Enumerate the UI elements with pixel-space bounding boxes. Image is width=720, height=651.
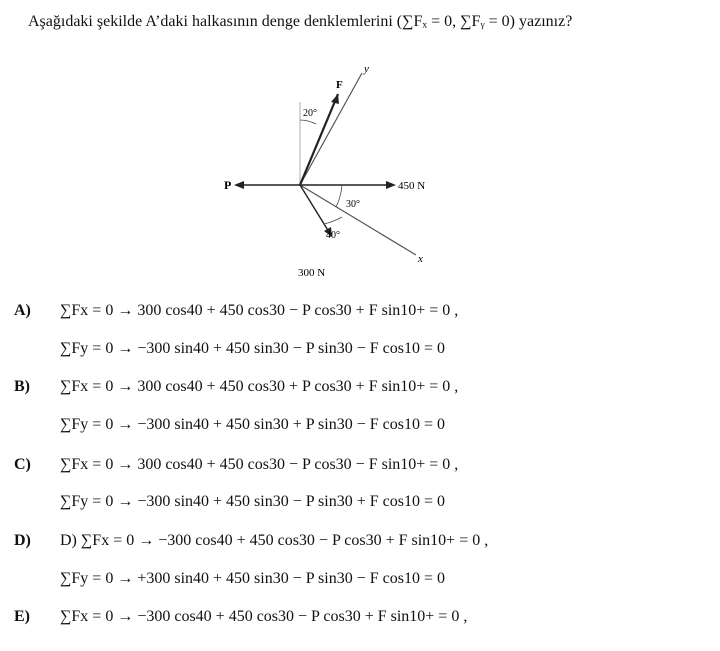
option-c-line1: ∑Fx = 0 → 300 cos40 + 450 cos30 − P cos30 − F sin10+ = 0 ,	[60, 456, 459, 473]
option-c-line2: ∑Fy = 0 → −300 sin40 + 450 sin30 − P sin30 + F cos10 = 0	[60, 493, 445, 510]
force-F-arrowhead	[331, 94, 339, 104]
angle-20-label: 20°	[303, 108, 317, 119]
option-c-letter: C)	[14, 456, 31, 473]
option-e-line1: ∑Fx = 0 → −300 cos40 + 450 cos30 − P cos30 + F sin10+ = 0 ,	[60, 608, 468, 625]
angle-40-label: 40°	[326, 230, 340, 241]
option-d-letter: D)	[14, 532, 31, 549]
option-d-line2: ∑Fy = 0 → +300 sin40 + 450 sin30 − P sin30 − F cos10 = 0	[60, 570, 445, 587]
force-P-label: P	[224, 178, 232, 192]
option-b-line2: ∑Fy = 0 → −300 sin40 + 450 sin30 + P sin30 − F cos10 = 0	[60, 416, 445, 433]
y-axis-label: y	[364, 63, 369, 75]
option-a-line2: ∑Fy = 0 → −300 sin40 + 450 sin30 − P sin30 − F cos10 = 0	[60, 340, 445, 357]
question-text: Aşağıdaki şekilde A’daki halkasının denge denklemlerini (∑Fₓ = 0, ∑Fᵧ = 0) yazınız?	[28, 13, 573, 30]
y-axis-line	[300, 73, 362, 185]
angle-30-label: 30°	[346, 199, 360, 210]
force-300-label: 300 N	[298, 267, 326, 279]
option-a-line1: ∑Fx = 0 → 300 cos40 + 450 cos30 − P cos30 + F sin10+ = 0 ,	[60, 302, 459, 319]
option-d-line1: D) ∑Fx = 0 → −300 cos40 + 450 cos30 − P cos30 + F sin10+ = 0 ,	[60, 532, 489, 549]
force-450-arrowhead	[386, 181, 396, 189]
option-b-line1: ∑Fx = 0 → 300 cos40 + 450 cos30 + P cos30 + F sin10+ = 0 ,	[60, 378, 459, 395]
force-450-label: 450 N	[398, 180, 426, 192]
angle-30-arc	[336, 185, 342, 207]
force-P-arrowhead	[234, 181, 244, 189]
force-diagram	[190, 50, 460, 290]
angle-40-arc	[324, 217, 342, 224]
x-axis-line	[300, 185, 416, 255]
force-F-label: F	[336, 79, 343, 91]
option-e-letter: E)	[14, 608, 30, 625]
option-a-letter: A)	[14, 302, 31, 319]
option-b-letter: B)	[14, 378, 30, 395]
force-300-arrow	[300, 185, 329, 232]
angle-20-arc	[300, 120, 316, 124]
x-axis-label: x	[418, 253, 423, 265]
